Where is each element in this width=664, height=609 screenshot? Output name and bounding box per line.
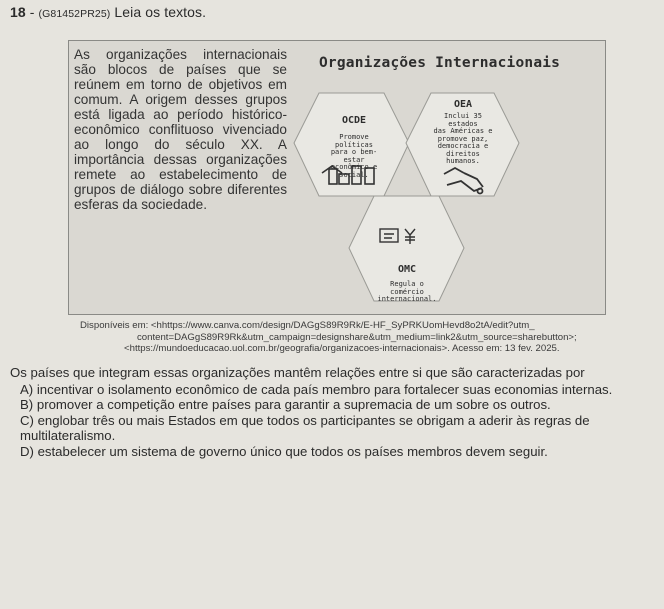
org-desc-line: internacional. bbox=[377, 295, 437, 303]
source-line: Disponíveis em: <hhttps://www.canva.com/design/DAGgS89R9Rk/E-HF_SyPRKUomHevd8o2tA/edit?utm_ bbox=[80, 320, 535, 331]
org-ocde bbox=[324, 115, 384, 179]
option-letter: B) bbox=[20, 397, 34, 413]
question-stem: Os países que integram essas organizações mantêm relações entre si que são caracterizadas por bbox=[10, 365, 585, 380]
option-letter: A) bbox=[20, 381, 34, 397]
source-citation bbox=[80, 320, 640, 355]
org-desc-line: promove paz, bbox=[437, 134, 489, 143]
org-omc bbox=[374, 264, 440, 304]
infographic bbox=[68, 40, 606, 315]
org-desc-line: Promove políticas bbox=[335, 133, 373, 149]
source-line: <https://mundoeducacao.uol.com.br/geografia/organizacoes-internacionais>. Acesso em: 13 fev. 2025. bbox=[124, 343, 560, 354]
org-desc-line: Inclui 35 estados bbox=[444, 112, 482, 128]
org-desc-line: econômico e social. bbox=[330, 163, 378, 179]
org-desc-line: direitos humanos. bbox=[446, 149, 480, 165]
question-instruction: Leia os textos. bbox=[114, 4, 207, 20]
org-desc-line: para o bem-estar bbox=[330, 148, 378, 164]
option-c[interactable] bbox=[10, 413, 658, 444]
org-desc-line: democracia e bbox=[437, 142, 489, 150]
org-name: OCDE bbox=[341, 115, 367, 126]
question-body bbox=[10, 365, 658, 460]
option-a[interactable] bbox=[10, 382, 658, 398]
option-text: incentivar o isolamento econômico de cada país membro para fortalecer suas economias internas. bbox=[36, 381, 613, 397]
option-letter: C) bbox=[20, 412, 34, 428]
org-desc-line: das Américas e bbox=[433, 127, 493, 135]
intro-text: As organizações internacionais são blocos de países que se reúnem em torno de objetivos em comum. A origem desses grupos está ligada ao período histórico-econômico conflituoso vivenciado ao longo do século XX. A importância dessas organizações remete ao estabelecimento de grupos de diálogo sobre diferentes esferas da sociedade. bbox=[74, 47, 287, 212]
option-d[interactable] bbox=[10, 444, 658, 460]
question-code: (G81452PR25) bbox=[38, 8, 111, 20]
option-text: englobar três ou mais Estados em que todos os participantes se obrigam a aderir às regras de multilateralismo. bbox=[20, 412, 590, 444]
option-letter: D) bbox=[20, 443, 34, 459]
option-b[interactable] bbox=[10, 397, 658, 413]
question-header: 18 - (G81452PR25) Leia os textos. bbox=[10, 4, 207, 20]
infographic-title: Organizações Internacionais bbox=[319, 55, 561, 71]
org-name: OMC bbox=[397, 264, 417, 275]
option-text: promover a competição entre países para garantir a supremacia de um sobre os outros. bbox=[36, 397, 551, 413]
org-oea bbox=[431, 99, 495, 166]
option-text: estabelecer um sistema de governo único que todos os países membros devem seguir. bbox=[37, 443, 548, 459]
org-desc-line: Regula o comércio bbox=[390, 280, 424, 296]
source-line: content=DAGgS89R9Rk&utm_campaign=designshare&utm_medium=link2&utm_source=sharebutton>; bbox=[137, 331, 577, 343]
org-name: OEA bbox=[453, 99, 473, 110]
question-number: 18 bbox=[10, 4, 26, 20]
